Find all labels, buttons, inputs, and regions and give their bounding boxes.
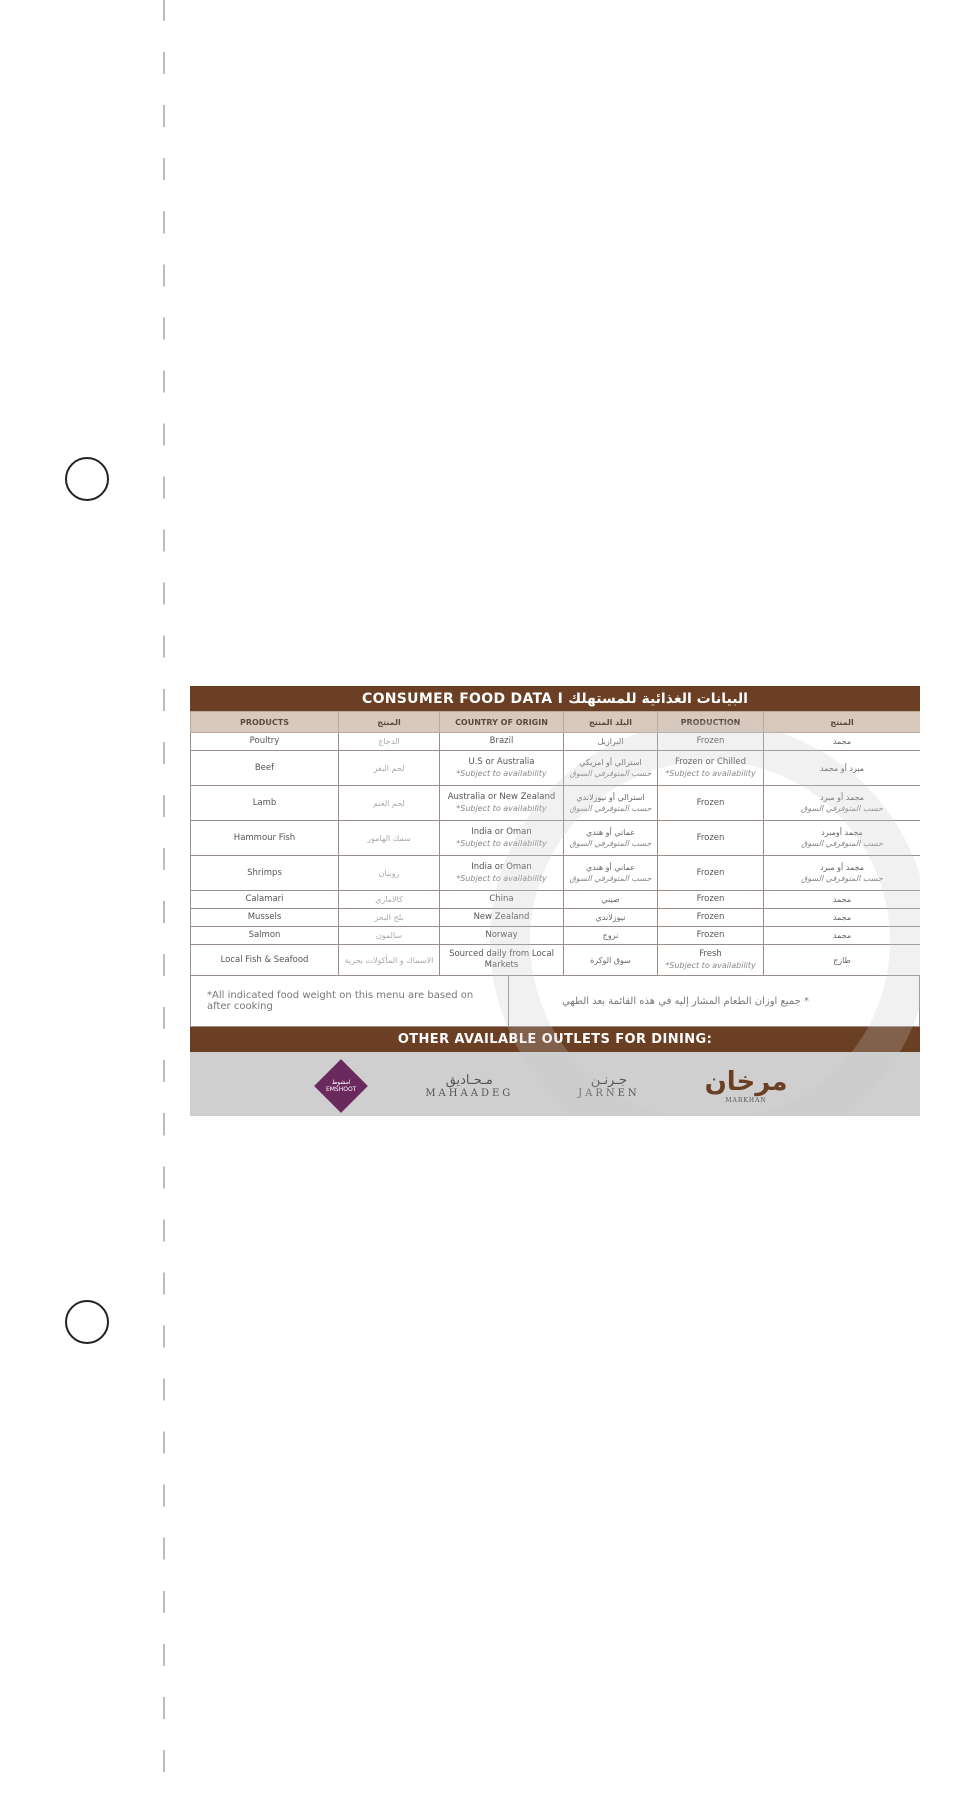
table-cell: China [440,891,564,909]
table-row [191,821,921,856]
table-cell: مبرد أو مجمد [764,751,921,786]
table-cell: استرالي أو امريكي حسب المتوفرفي السوق [564,751,658,786]
table-cell: Frozen [658,909,764,927]
markhan-logo: مرخان MARKHAN [704,1067,788,1104]
table-row [191,733,921,751]
table-cell: Fresh *Subject to availability [658,945,764,976]
table-cell: لحم الغنم [339,786,440,821]
column-header: البلد المنتج [564,712,658,733]
table-row [191,856,921,891]
table-cell: نيوزلاندي [564,909,658,927]
table-row [191,945,921,976]
table-cell: Frozen [658,856,764,891]
table-cell: نروج [564,927,658,945]
binding-guide-line [163,0,165,1800]
table-cell: U.S or Australia *Subject to availability [440,751,564,786]
table-cell: سالمون [339,927,440,945]
table-row [191,927,921,945]
food-data-table [190,711,920,976]
table-cell: مجمد أو مبرد حسب المتوفرفي السوق [764,856,921,891]
table-cell: Local Fish & Seafood [191,945,339,976]
table-cell: عماني أو هندي حسب المتوفرفي السوق [564,821,658,856]
table-cell: Salmon [191,927,339,945]
table-cell: لحم البقر [339,751,440,786]
table-cell: Norway [440,927,564,945]
emshoot-logo: امشوط EMSHOOT [322,1067,360,1105]
table-cell: سوق الوكرة [564,945,658,976]
table-cell: كالاماري [339,891,440,909]
table-cell: طازج [764,945,921,976]
table-cell: Frozen [658,733,764,751]
table-cell: صيني [564,891,658,909]
table-cell: Lamb [191,786,339,821]
table-header-row [191,712,921,733]
card-title: CONSUMER FOOD DATA I البيانات الغذائية للمستهلك [190,686,920,711]
table-cell: مجمد [764,733,921,751]
outlets-title: OTHER AVAILABLE OUTLETS FOR DINING: [190,1027,920,1052]
column-header: PRODUCTION [658,712,764,733]
column-header: المنتج [339,712,440,733]
table-cell: Frozen [658,821,764,856]
table-row [191,891,921,909]
table-cell: Frozen [658,891,764,909]
table-cell: مجمد [764,891,921,909]
table-row [191,786,921,821]
table-cell: البرازيل [564,733,658,751]
table-cell: الدجاج [339,733,440,751]
punch-hole-top [65,457,109,501]
table-cell: Sourced daily from Local Markets [440,945,564,976]
table-cell: India or Oman *Subject to availability [440,856,564,891]
table-cell: Brazil [440,733,564,751]
jarnen-logo: جـرنـن JARNEN [578,1072,640,1099]
table-cell: مجمد [764,909,921,927]
table-row [191,909,921,927]
table-cell: استرالي أو نيوزلاندي حسب المتوفرفي السوق [564,786,658,821]
table-cell: مجمد أو مبرد حسب المتوفرفي السوق [764,786,921,821]
mahaadeg-logo: مـحـاديق MAHAADEG [425,1072,514,1099]
table-cell: Beef [191,751,339,786]
table-cell: سمك الهامور [339,821,440,856]
table-cell: Frozen or Chilled *Subject to availability [658,751,764,786]
table-cell: Frozen [658,927,764,945]
table-cell: Shrimps [191,856,339,891]
consumer-food-data-card [190,686,920,1116]
table-cell: مجمد [764,927,921,945]
table-cell: Australia or New Zealand *Subject to availability [440,786,564,821]
column-header: PRODUCTS [191,712,339,733]
table-cell: Mussels [191,909,339,927]
column-header: المنتج [764,712,921,733]
note-arabic: * جميع اوزان الطعام المشار إليه في هذه القائمة بعد الطهي [562,995,809,1007]
column-header: COUNTRY OF ORIGIN [440,712,564,733]
table-cell: Calamari [191,891,339,909]
table-row [191,751,921,786]
table-cell: روبيان [339,856,440,891]
table-cell: الاسماك و المأكولات بحرية [339,945,440,976]
table-cell: بلح البحر [339,909,440,927]
outlet-logos [190,1052,920,1116]
table-cell: India or Oman *Subject to availability [440,821,564,856]
table-cell: New Zealand [440,909,564,927]
table-cell: مجمد أومبرد حسب المتوفرفي السوق [764,821,921,856]
punch-hole-bottom [65,1300,109,1344]
table-cell: Frozen [658,786,764,821]
table-cell: Poultry [191,733,339,751]
cooking-note [190,976,920,1027]
note-english: *All indicated food weight on this menu are based on after cooking [191,976,509,1026]
table-cell: Hammour Fish [191,821,339,856]
table-cell: عماني أو هندي حسب المتوفرفي السوق [564,856,658,891]
